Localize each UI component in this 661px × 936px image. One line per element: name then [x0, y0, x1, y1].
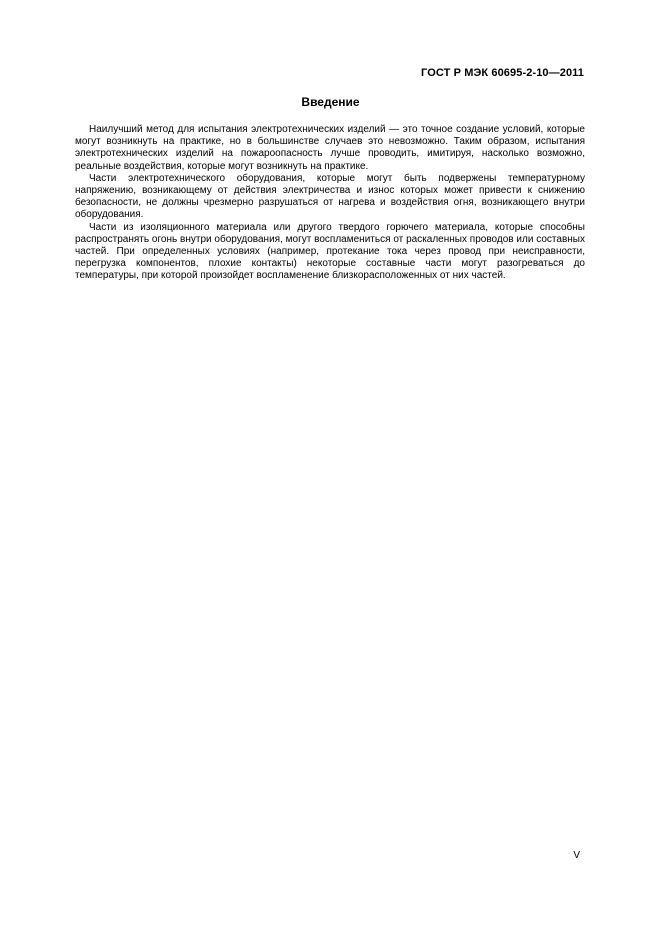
paragraph: Части электротехнического оборудования, которые могут быть подвержены температурному напряжению, возникающему от действия электричества и износ которых может привести к снижению безопасности, не должны чрезмерно разрушаться от нагрева и воздействия огня, возникающего внутри оборудования. — [75, 172, 585, 221]
page-number: V — [573, 850, 580, 861]
document-code-header: ГОСТ Р МЭК 60695-2-10—2011 — [421, 67, 584, 79]
paragraph: Части из изоляционного материала или другого твердого горючего материала, которые способны распространять огонь внутри оборудования, могут воспламениться от раскаленных проводов или составных частей. При определенных условиях (например, протекание тока через провод при неисправности, перегрузка компонентов, плохие контакты) некоторые составные части могут разогреваться до температуры, при которой произойдет воспламенение близкорасположенных от них частей. — [75, 221, 585, 282]
paragraph: Наилучший метод для испытания электротехнических изделий — это точное создание условий, которые могут возникнуть на практике, но в большинстве случаев это невозможно. Таким образом, испытания электротехнических изделий на пожароопасность лучше проводить, имитируя, насколько возможно, реальные воздействия, которые могут возникнуть на практике. — [75, 124, 585, 172]
introduction-text — [75, 124, 585, 283]
section-title: Введение — [301, 95, 360, 109]
